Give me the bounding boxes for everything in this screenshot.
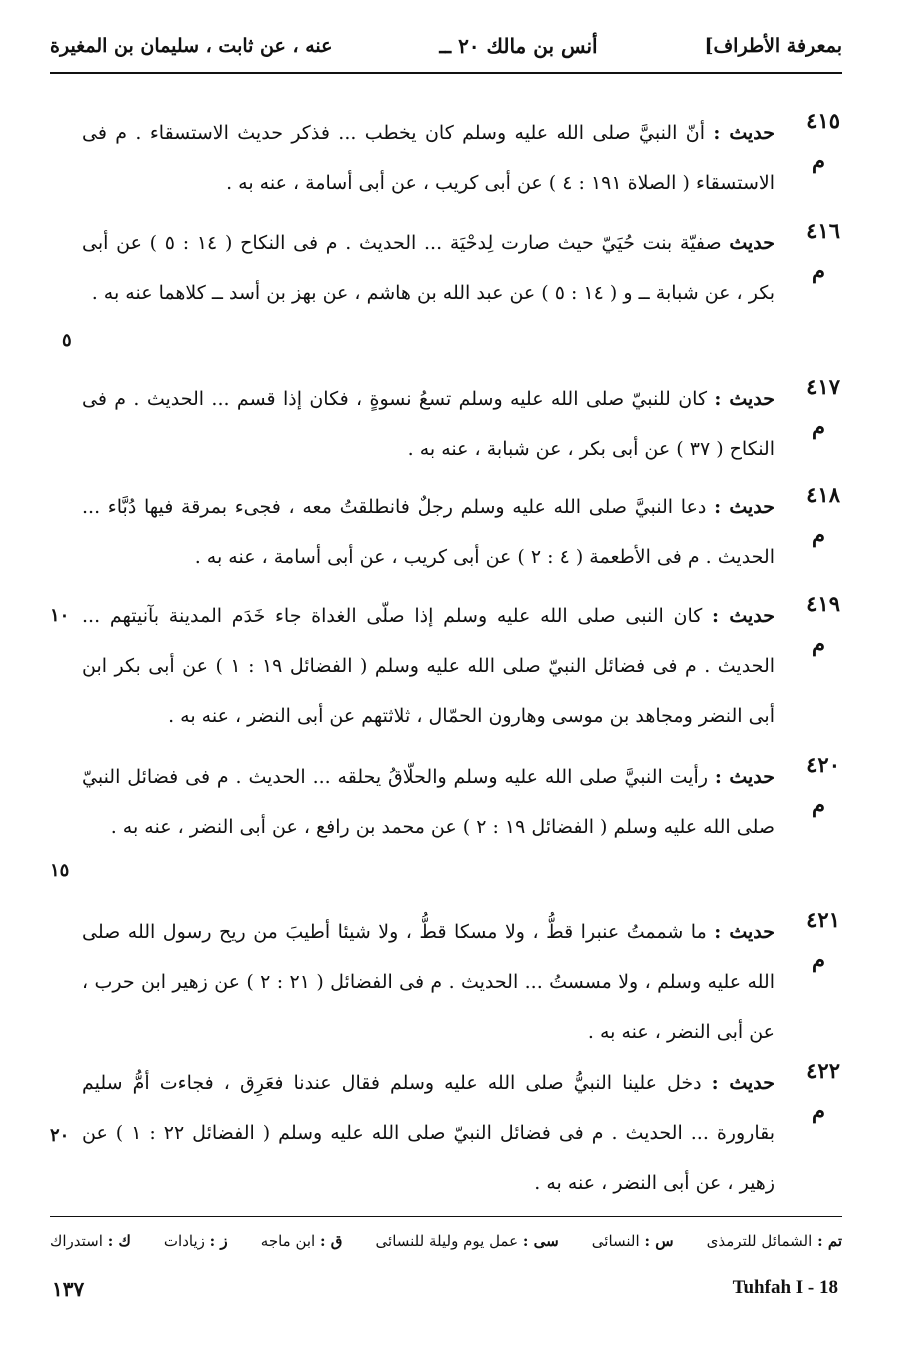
legend-item: ق : ابن ماجه bbox=[260, 1232, 343, 1250]
legend-item: ز : زيادات bbox=[163, 1232, 228, 1250]
header-right: بمعرفة الأطراف] bbox=[704, 35, 842, 57]
entry-text bbox=[82, 482, 775, 582]
entry-number: ٤٢٢ bbox=[806, 1058, 840, 1083]
entry-siglum: م bbox=[811, 258, 825, 283]
entry-body: أنّ النبيَّ صلى الله عليه وسلم كان يخطب ... فذكر حديث الاستسقاء . م فى الاستسقاء ( الصلاة ١٩١ : ٤ ) عن أبى كريب ، عن أبى أسامة ، عنه به . bbox=[82, 122, 775, 194]
line-margin-number: ١٥ bbox=[50, 860, 70, 881]
abbreviation-legend bbox=[50, 1226, 842, 1256]
entry-siglum: م bbox=[811, 947, 825, 972]
entry-siglum: م bbox=[811, 414, 825, 439]
entry-body: ما شممتُ عنبرا قطُّ ، ولا مسكا قطُّ ، ولا شيئا أطيبَ من ريح رسول الله صلى الله عليه وسلم ، ولا مسستُ ... الحديث . م فى الفضائل ( ٢١ : ٢ ) عن زهير ابن حرب ، عن أبى النضر ، عنه به . bbox=[82, 921, 775, 1043]
entry-number: ٤٢٠ bbox=[806, 752, 840, 777]
entry-keyword: حديث : bbox=[714, 766, 775, 788]
running-header bbox=[50, 26, 842, 66]
page-signature: Tuhfah I - 18 bbox=[732, 1277, 838, 1298]
legend-item: ك : استدراك bbox=[50, 1232, 131, 1250]
line-margin-number: ٥ bbox=[62, 330, 72, 351]
footer-rule bbox=[50, 1216, 842, 1217]
page-number: ١٣٧ bbox=[52, 1277, 85, 1301]
entry-number: ٤١٨ bbox=[806, 482, 840, 507]
entry-keyword: حديث bbox=[729, 232, 775, 254]
entry-keyword: حديث : bbox=[714, 921, 775, 943]
entry-text bbox=[82, 907, 775, 1057]
entry-number: ٤١٧ bbox=[806, 374, 840, 399]
entry-text bbox=[82, 374, 775, 474]
entry-siglum: م bbox=[811, 1098, 825, 1123]
entry-body: كان النبى صلى الله عليه وسلم إذا صلّى الغداة جاء خَدَم المدينة بآنيتهم ... الحديث . م فى فضائل النبيّ صلى الله عليه وسلم ( الفضائل ١٩ : ١ ) عن أبى بكر ابن أبى النضر ومجاهد بن موسى وهارون الحمّال ، ثلاثتهم عن أبى النضر ، عنه به . bbox=[82, 605, 776, 727]
legend-item: تم : الشمائل للترمذى bbox=[706, 1232, 842, 1250]
entry-number: ٤١٥ bbox=[806, 108, 840, 133]
entry-keyword: حديث : bbox=[712, 605, 775, 627]
entry-body: كان للنبيّ صلى الله عليه وسلم تسعُ نسوةٍ ، فكان إذا قسم ... الحديث . م فى النكاح ( ٣٧ ) عن أبى بكر ، عن شبابة ، عنه به . bbox=[82, 388, 775, 460]
entry-number: ٤١٩ bbox=[806, 591, 840, 616]
header-middle: أنس بن مالك ٢٠ ــ bbox=[439, 34, 598, 58]
entry-text bbox=[82, 752, 775, 852]
entry-number: ٤١٦ bbox=[806, 218, 840, 243]
entry-siglum: م bbox=[811, 522, 825, 547]
legend-item: سى : عمل يوم وليلة للنسائى bbox=[375, 1232, 559, 1250]
entry-text bbox=[82, 218, 775, 318]
entry-body: دخل علينا النبيُّ صلى الله عليه وسلم فقال عندنا فعَرِق ، فجاءت أمُّ سليم بقارورة ... الحديث . م فى فضائل النبيّ صلى الله عليه وسلم ( الفضائل ٢٢ : ١ ) عن زهير ، عن أبى النضر ، عنه به . bbox=[82, 1072, 776, 1194]
entry-body: رأيت النبيَّ صلى الله عليه وسلم والحلّاقُ يحلقه ... الحديث . م فى فضائل النبيّ صلى الله عليه وسلم ( الفضائل ١٩ : ٢ ) عن محمد بن رافع ، عن أبى النضر ، عنه به . bbox=[82, 766, 775, 838]
entry-text bbox=[82, 1058, 775, 1208]
entry-text bbox=[82, 591, 775, 741]
entry-number: ٤٢١ bbox=[806, 907, 840, 932]
entry-keyword: حديث : bbox=[714, 496, 776, 518]
entry-keyword: حديث : bbox=[711, 1072, 775, 1094]
line-margin-number: ٢٠ bbox=[50, 1125, 70, 1146]
line-margin-number: ١٠ bbox=[50, 605, 70, 626]
entry-text bbox=[82, 108, 775, 208]
entry-keyword: حديث : bbox=[714, 388, 776, 410]
entry-siglum: م bbox=[811, 792, 825, 817]
legend-item: س : النسائى bbox=[591, 1232, 674, 1250]
entry-keyword: حديث : bbox=[713, 122, 776, 144]
entry-body: دعا النبيَّ صلى الله عليه وسلم رجلٌ فانطلقتُ معه ، فجىء بمرقة فيها دُبَّاء ... الحديث . م فى الأطعمة ( ٤ : ٢ ) عن أبى كريب ، عن أبى أسامة ، عنه به . bbox=[82, 496, 775, 568]
entry-body: صفيّة بنت حُيَيّ حيث صارت لِدحْيَة ... الحديث . م فى النكاح ( ١٤ : ٥ ) عن أبى بكر ، عن شبابة ــ و ( ١٤ : ٥ ) عن عبد الله بن هاشم ، عن بهز بن أسد ــ كلاهما عنه به . bbox=[82, 232, 775, 304]
entry-siglum: م bbox=[811, 631, 825, 656]
header-rule bbox=[50, 72, 842, 74]
header-left: عنه ، عن ثابت ، سليمان بن المغيرة bbox=[50, 35, 333, 57]
entry-siglum: م bbox=[811, 148, 825, 173]
